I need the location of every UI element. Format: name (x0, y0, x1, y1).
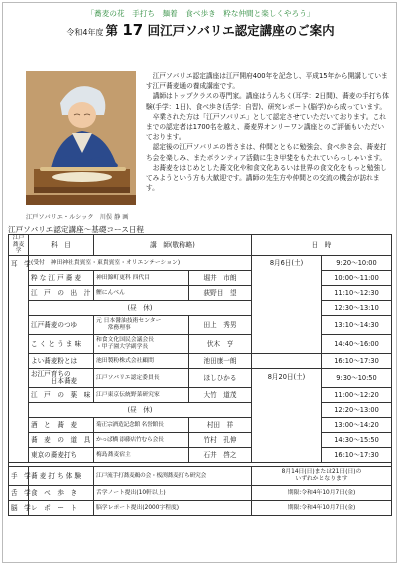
lecturer-name: 池田康一朗 (189, 353, 252, 368)
schedule-table (8, 234, 392, 516)
org-cell: 元 日本醤油技術センター 常務理事 (94, 315, 189, 334)
datetime-cell: 期限:令和4年10月7日(金) (252, 500, 392, 515)
table-row (9, 270, 392, 285)
lunch-break: (昼 休) (29, 402, 252, 417)
table-row (9, 387, 392, 402)
datetime-cell: 期限:令和4年10月7日(金) (252, 485, 392, 500)
subject-cell: 江 戸 の 出 汁 (29, 285, 94, 300)
org-cell: 江戸ソバリエ認定委員長 (94, 368, 189, 387)
title-number: 17 (122, 21, 144, 39)
table-row (9, 500, 392, 515)
reception-cell: (受付 神田神社貴賓室・東貴賓室・オリエンテーション) (29, 255, 252, 270)
table-header-row (9, 235, 392, 256)
org-cell: 梅島蕎麦宿主 (94, 447, 189, 462)
subject-cell: 食 べ 歩 き (29, 485, 94, 500)
org-cell: 神田錦町更科 四代目 (94, 270, 189, 285)
table-row (9, 368, 392, 387)
lecturer-name: 大竹 道茂 (189, 387, 252, 402)
soba-maker-illustration (26, 71, 136, 205)
table-row (9, 447, 392, 462)
date-cell: 8月6日(土) (252, 255, 322, 353)
lecturer-name: ほしひかる (189, 368, 252, 387)
lecturer-name: 田上 秀男 (189, 315, 252, 334)
intro-paragraph: 卒業された方は「江戸ソバリエ」として認定させていただいております。これまでの認定者は1700名を越え、蕎麦界オンリーワン講座とのご評価もいただいております。 (146, 112, 386, 142)
header-date: 日 時 (252, 235, 392, 256)
time-cell: 12:20～13:00 (322, 402, 392, 417)
time-cell: 16:10～17:30 (322, 353, 392, 368)
subject-cell: 江戸蕎麦のつゆ (29, 315, 94, 334)
org-cell: 池田製粉株式会社顧問 (94, 353, 189, 368)
intro-paragraph: 講師はトップクラスの専門家。講座はうんちく(耳学：2日間)、蕎麦の手打ち体験(手学：1日)、食べ歩き(舌学：自習)、研究レポート(脳学)から成っています。 (146, 92, 389, 111)
table-row (9, 334, 392, 353)
time-cell: 13:10～14:30 (322, 315, 392, 334)
category-cell: 耳 学 (9, 255, 29, 462)
title-suffix: 回江戸ソバリエ認定講座のご案内 (147, 23, 335, 38)
title-era: 令和4年度 (66, 28, 104, 37)
category-cell: 脳 学 (9, 500, 29, 515)
org-cell: 鰹にんべん (94, 285, 189, 300)
subject-cell: 江 戸 の 薬 味 (29, 387, 94, 402)
time-cell: 13:00～14:20 (322, 417, 392, 432)
time-cell: 11:00～12:20 (322, 387, 392, 402)
org-cell: 和食文化国民会議会長 ・甲子園大学副学長 (94, 334, 189, 353)
table-row (9, 255, 392, 270)
intro-paragraph: 江戸ソバリエ認定講座は江戸開府400年を記念し、平成15年から開講しています江戸蕎麦通の養成講座です。 (146, 72, 388, 91)
lecturer-name: 竹村 孔伸 (189, 432, 252, 447)
subject-cell: こ く と う ま 味 (29, 334, 94, 353)
time-cell: 11:10～12:30 (322, 285, 392, 300)
lecturer-cell: 舌学ノート提出(10軒以上) (94, 485, 252, 500)
subject-cell: 粋 な 江 戸 蕎 麦 (29, 270, 94, 285)
date-cell: 8月20日(土) (252, 368, 322, 462)
table-row (9, 417, 392, 432)
table-row (9, 466, 392, 485)
subject-cell: 蕎 麦 の 道 具 (29, 432, 94, 447)
time-cell: 10:00～11:00 (322, 270, 392, 285)
lecturer-cell: 江戸流手打蕎麦鵜の会・板渕蕎麦打ち研究会 (94, 466, 252, 485)
page-title (0, 21, 401, 39)
title-prefix: 第 (105, 23, 118, 38)
lecturer-name: 村田 祥 (189, 417, 252, 432)
subject-cell: 蕎 麦 打 ち 体 験 (29, 466, 94, 485)
category-cell: 手 学 (9, 466, 29, 485)
lecturer-cell: 脳学レポート提出(2000字程度) (94, 500, 252, 515)
header-category: 江戸 蕎麦学 (9, 235, 29, 256)
category-cell: 舌 学 (9, 485, 29, 500)
table-row (9, 432, 392, 447)
org-cell: かっぱ橋 添藤店竹むら会長 (94, 432, 189, 447)
table-row (9, 402, 392, 417)
header-lecturer: 講 師(敬称略) (94, 235, 252, 256)
header-subject: 科 目 (29, 235, 94, 256)
time-cell: 9:20～10:00 (322, 255, 392, 270)
org-cell: 菊正宗酒造記念館 名誉館長 (94, 417, 189, 432)
lecturer-name: 堀井 市朗 (189, 270, 252, 285)
subject-cell: 東京の蕎麦打ち (29, 447, 94, 462)
empty-cell (252, 353, 322, 368)
table-row (9, 315, 392, 334)
lecturer-name: 伏木 亨 (189, 334, 252, 353)
time-cell: 12:30～13:10 (322, 300, 392, 315)
lecturer-name: 石井 啓之 (189, 447, 252, 462)
lecturer-name: 荻野目 望 (189, 285, 252, 300)
subject-cell: レ ポ ー ト (29, 500, 94, 515)
table-row (9, 353, 392, 368)
subject-cell: よい蕎麦粉とは (29, 353, 94, 368)
table-row (9, 485, 392, 500)
time-cell: 16:10～17:30 (322, 447, 392, 462)
time-cell: 14:40～16:00 (322, 334, 392, 353)
datetime-cell: 8月14日(日)または21日(日)の いずれかとなります (252, 466, 392, 485)
intro-text (146, 71, 390, 193)
org-cell: 江戸東京伝統野菜研究家 (94, 387, 189, 402)
intro-paragraph: 認定後の江戸ソバリエの皆さまは、仲間とともに勉強会、食べ歩き会、蕎麦打ち会を楽しみ、またボランティア活動に生き甲斐をもたれていらっしゃいます。 (146, 143, 387, 162)
subject-cell: お江戸育ちの 日本蕎麦 (29, 368, 94, 387)
schedule-title: 江戸ソバリエ認定講座～基礎コース日程 (8, 225, 145, 234)
table-row (9, 300, 392, 315)
subject-cell: 酒 と 蕎 麦 (29, 417, 94, 432)
table-row (9, 285, 392, 300)
slogan: 「蕎麦の花 手打ち 麺着 食べ歩き 粋な仲間と楽しくやろう」 (86, 9, 315, 18)
time-cell: 14:30～15:50 (322, 432, 392, 447)
illustration-caption: 江戸ソバリエ・ルシック 川俣 静 画 (26, 214, 129, 221)
time-cell: 9:30～10:50 (322, 368, 392, 387)
intro-paragraph: お蕎麦をはじめとした蕎文化や和食文化あるいは世界の食文化をもっと勉強してみようという方も大歓迎です。講師の先生方や仲間との交流の機会が訪れます。 (146, 163, 387, 193)
lunch-break: (昼 休) (29, 300, 252, 315)
